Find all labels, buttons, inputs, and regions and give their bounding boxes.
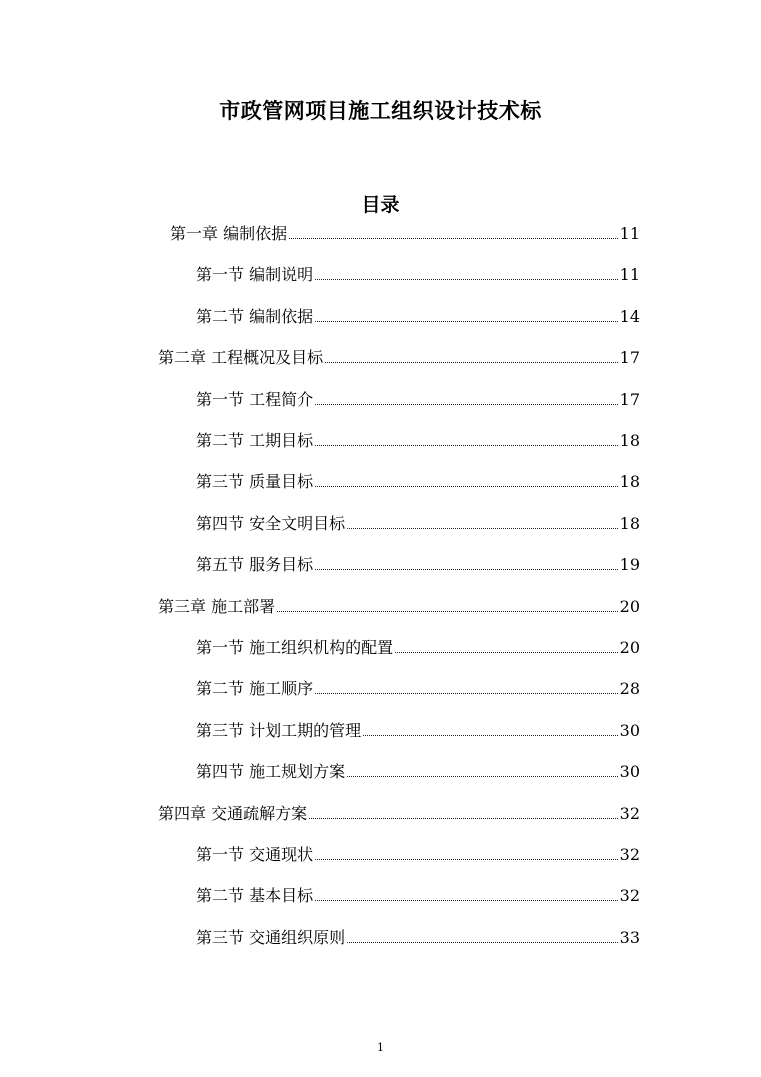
- toc-chapter-entry[interactable]: [170, 220, 640, 244]
- toc-entry-label: 第一节 编制说明: [196, 265, 314, 284]
- toc-chapter-entry[interactable]: [158, 344, 640, 368]
- toc-section-entry[interactable]: [196, 551, 640, 575]
- dot-leader: [277, 610, 618, 612]
- toc-section-entry[interactable]: [196, 261, 640, 285]
- toc-entry-label: 第一章 编制依据: [170, 224, 288, 243]
- toc-entry-label: 第五节 服务目标: [196, 555, 314, 574]
- toc-entry-page: 18: [619, 514, 640, 533]
- dot-leader: [315, 485, 618, 487]
- toc-entry-page: 11: [619, 224, 640, 243]
- dot-leader: [347, 775, 618, 777]
- dot-leader: [315, 899, 618, 901]
- toc-entry-page: 32: [619, 845, 640, 864]
- toc-entry-page: 20: [619, 597, 640, 616]
- toc-section-entry[interactable]: [196, 468, 640, 492]
- dot-leader: [289, 237, 618, 239]
- toc-entry-label: 第二节 基本目标: [196, 886, 314, 905]
- toc-entry-page: 18: [619, 472, 640, 491]
- toc-entry-page: 28: [619, 679, 640, 698]
- toc-entry-page: 17: [619, 390, 640, 409]
- dot-leader: [363, 734, 618, 736]
- toc-entry-label: 第四节 安全文明目标: [196, 514, 346, 533]
- toc-section-entry[interactable]: [196, 634, 640, 658]
- toc-section-entry[interactable]: [196, 427, 640, 451]
- toc-chapter-entry[interactable]: [158, 593, 640, 617]
- dot-leader: [315, 403, 618, 405]
- dot-leader: [315, 858, 618, 860]
- toc-entry-label: 第一节 交通现状: [196, 845, 314, 864]
- dot-leader: [395, 651, 618, 653]
- toc-heading: 目录: [361, 194, 400, 216]
- toc-section-entry[interactable]: [196, 758, 640, 782]
- toc-entry-page: 14: [619, 307, 640, 326]
- dot-leader: [315, 278, 618, 280]
- toc-entry-page: 17: [619, 348, 640, 367]
- toc-entry-label: 第二章 工程概况及目标: [158, 348, 324, 367]
- toc-entry-label: 第三节 质量目标: [196, 472, 314, 491]
- toc-section-entry[interactable]: [196, 924, 640, 948]
- dot-leader: [347, 941, 618, 943]
- dot-leader: [309, 817, 618, 819]
- toc-entry-label: 第二节 工期目标: [196, 431, 314, 450]
- toc-entry-label: 第一节 施工组织机构的配置: [196, 638, 394, 657]
- document-title: 市政管网项目施工组织设计技术标: [219, 99, 542, 123]
- toc-entry-label: 第三节 计划工期的管理: [196, 721, 362, 740]
- toc-entry-page: 19: [619, 555, 640, 574]
- toc-section-entry[interactable]: [196, 675, 640, 699]
- toc-section-entry[interactable]: [196, 510, 640, 534]
- toc-entry-label: 第一节 工程简介: [196, 390, 314, 409]
- toc-entry-label: 第三章 施工部署: [158, 597, 276, 616]
- toc-section-entry[interactable]: [196, 303, 640, 327]
- dot-leader: [315, 320, 618, 322]
- dot-leader: [315, 692, 618, 694]
- dot-leader: [315, 568, 618, 570]
- toc-entry-label: 第三节 交通组织原则: [196, 928, 346, 947]
- toc-entry-label: 第四节 施工规划方案: [196, 762, 346, 781]
- toc-chapter-entry[interactable]: [158, 800, 640, 824]
- toc-entry-label: 第二节 编制依据: [196, 307, 314, 326]
- toc-entry-page: 30: [619, 721, 640, 740]
- toc-entry-page: 30: [619, 762, 640, 781]
- toc-entry-page: 32: [619, 804, 640, 823]
- toc-entry-page: 11: [619, 265, 640, 284]
- dot-leader: [347, 527, 618, 529]
- toc-section-entry[interactable]: [196, 882, 640, 906]
- toc-entry-page: 20: [619, 638, 640, 657]
- toc-section-entry[interactable]: [196, 386, 640, 410]
- toc-entry-page: 32: [619, 886, 640, 905]
- dot-leader: [315, 444, 618, 446]
- toc-entry-label: 第二节 施工顺序: [196, 679, 314, 698]
- toc-section-entry[interactable]: [196, 841, 640, 865]
- toc-entry-page: 18: [619, 431, 640, 450]
- dot-leader: [325, 361, 618, 363]
- toc-entry-page: 33: [619, 928, 640, 947]
- page-number: 1: [377, 1041, 384, 1054]
- toc-section-entry[interactable]: [196, 717, 640, 741]
- toc-entry-label: 第四章 交通疏解方案: [158, 804, 308, 823]
